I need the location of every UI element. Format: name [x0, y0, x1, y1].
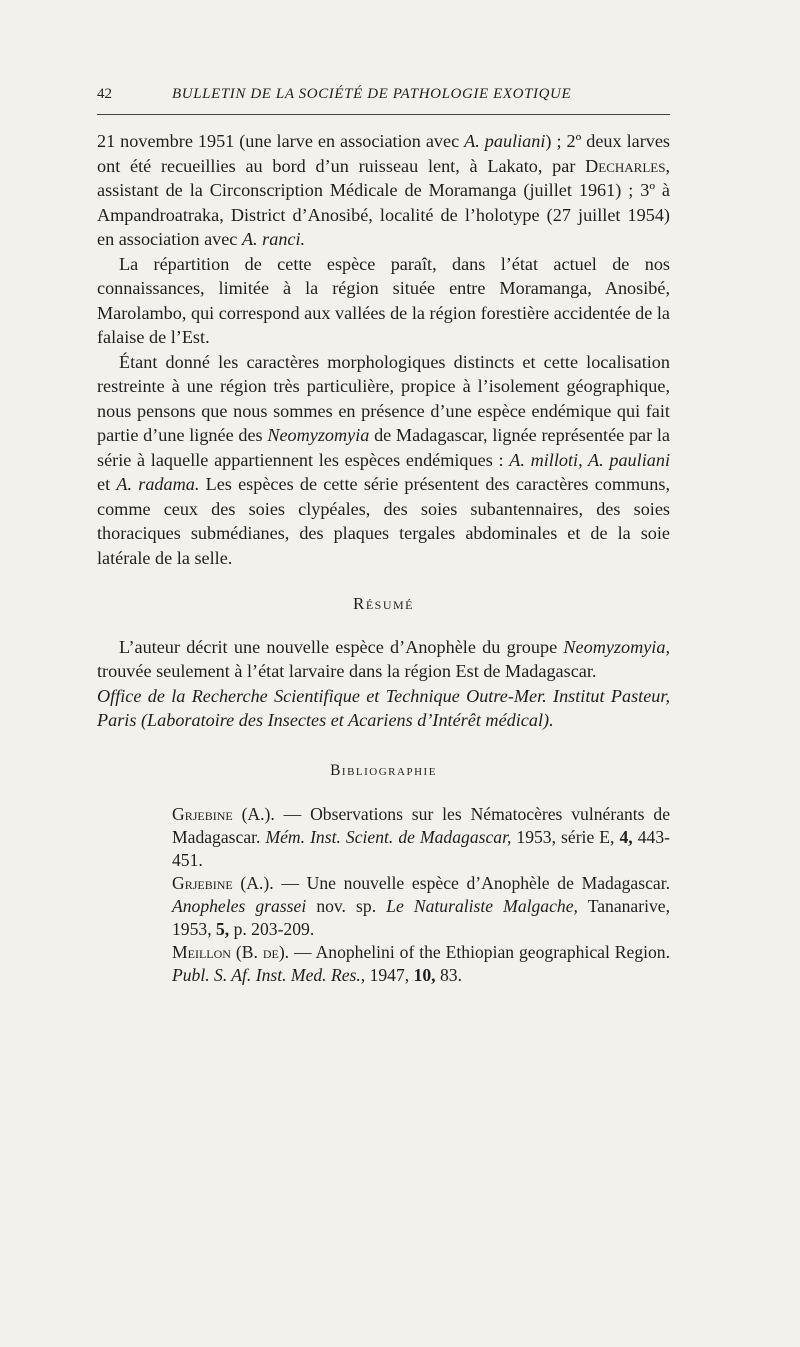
author: Grjebine: [172, 804, 233, 824]
bibliography-heading: Bibliographie: [330, 761, 437, 779]
species-name: Anopheles grassei: [172, 896, 307, 916]
text: et: [97, 474, 117, 494]
volume: 4,: [619, 827, 633, 847]
pages: 83.: [435, 965, 462, 985]
journal: Mém. Inst. Scient. de Madagascar,: [265, 827, 512, 847]
article-body: [97, 129, 670, 987]
paragraph-1: [97, 129, 670, 252]
text: trouvée seulement à l’état larvaire dans la région Est de Madagascar.: [97, 661, 597, 681]
text: Les espèces de cette série présentent des caractères communs, comme ceux des soies clypéales, des soies subantennaires, des soies thoraciques submédianes, des plaques tergales abdominales et de la soie latérale de la selle.: [97, 474, 670, 568]
reference-1: [97, 803, 670, 872]
reference-2: [97, 872, 670, 941]
species-name: A. pauliani: [464, 131, 546, 151]
text: de Madagascar, lignée représentée par la série à laquelle appartiennent les espèces endémiques :: [97, 425, 671, 470]
text: Tananarive, 1953,: [172, 896, 670, 939]
text: (B.: [230, 942, 263, 962]
volume: 10,: [413, 965, 436, 985]
genus-name: Neomyzomyia: [267, 425, 370, 445]
pages: p. 203-209.: [229, 919, 315, 939]
affiliation: Office de la Recherche Scientifique et Technique Outre-Mer. Institut Pasteur, Paris (Laboratoire des Insectes et Acariens d’Intérêt médical).: [97, 685, 670, 730]
text: nov. sp.: [306, 896, 387, 916]
text: 21 novembre 1951 (une larve en association avec: [97, 131, 465, 151]
author-particle: de: [262, 942, 279, 962]
author: Grjebine: [172, 873, 233, 893]
paragraph-2: La répartition de cette espèce paraît, dans l’état actuel de nos connaissances, limitée à la région située entre Moramanga, Anosibé, Marolambo, qui correspond aux vallées de la région forestière accidentée de la falaise de l’Est.: [97, 253, 670, 347]
page-number: 42: [97, 86, 112, 102]
text: ) ; 2º deux larves ont été recueillies au bord d’un ruisseau lent, à Lakato, par: [97, 131, 670, 176]
text: (A.). — Une nouvelle espèce d’Anophèle de Madagascar.: [232, 873, 670, 893]
species-name: A. radama.: [116, 474, 200, 494]
page-header: [97, 84, 670, 115]
journal: Publ. S. Af. Inst. Med. Res.,: [172, 965, 366, 985]
resume-paragraph: [97, 635, 670, 684]
species-name: A. milloti, A. pauliani: [509, 449, 670, 470]
species-name: A. ranci.: [241, 229, 306, 249]
running-title: BULLETIN DE LA SOCIÉTÉ DE PATHOLOGIE EXOTIQUE: [172, 86, 572, 102]
genus-name: Neomyzomyia,: [563, 636, 670, 657]
journal: Le Naturaliste Malgache,: [386, 896, 578, 916]
volume: 5,: [215, 919, 230, 939]
paragraph-3: [97, 350, 670, 571]
text: 1947,: [365, 965, 414, 985]
person-name: Decharles: [585, 155, 666, 176]
text: L’auteur décrit une nouvelle espèce d’Anophèle du groupe: [119, 636, 564, 657]
resume-heading: Résumé: [352, 594, 414, 613]
text: , assistant de la Circonscription Médicale de Moramanga (juillet 1961) ; 3º à Ampandroatraka, District d’Anosibé, localité de l’holotype (27 juillet 1954) en association avec: [97, 155, 670, 249]
pages: 443-451.: [172, 827, 670, 870]
text: 1953, série E,: [511, 827, 620, 847]
reference-3: [97, 941, 670, 987]
text: Étant donné les caractères morphologiques distincts et cette localisation restreinte à une région très particulière, propice à l’isolement géographique, nous pensons que nous sommes en présence d’une espèce endémique qui fait partie d’une lignée des: [97, 351, 670, 445]
text: (A.). — Observations sur les Nématocères vulnérants de Madagascar.: [172, 804, 670, 847]
author: Meillon: [172, 942, 231, 962]
text: ). — Anophelini of the Ethiopian geographical Region.: [278, 942, 671, 962]
